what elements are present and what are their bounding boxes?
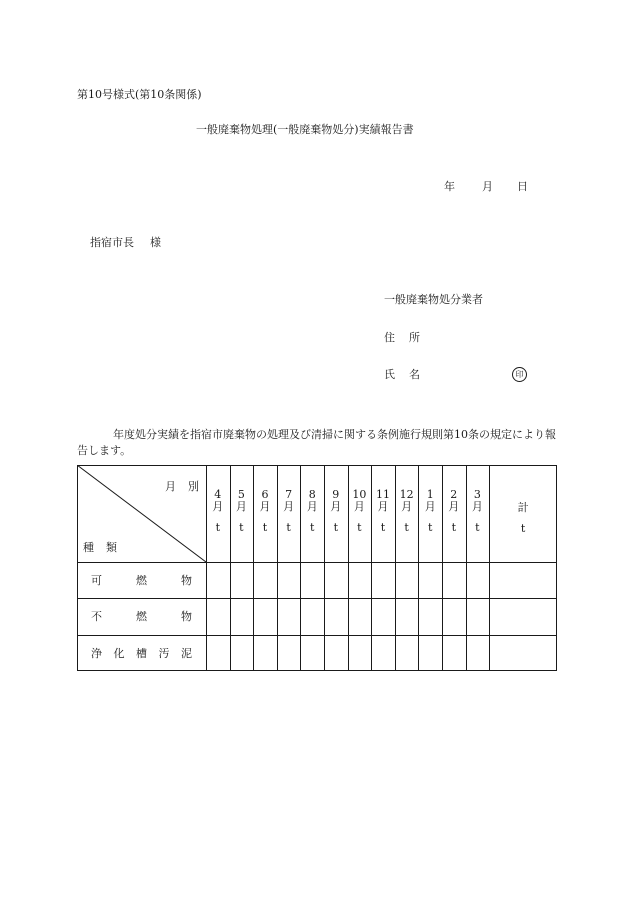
month-number: 11 — [375, 488, 390, 501]
corner-label-type: 種類 — [83, 541, 129, 554]
month-header-4 — [206, 489, 230, 534]
data-cell[interactable] — [277, 598, 301, 634]
row-label-char: 槽 — [136, 646, 147, 660]
month-label: 月 — [401, 500, 413, 513]
month-label: 月 — [235, 500, 247, 513]
data-cell[interactable] — [253, 562, 277, 598]
data-cell[interactable] — [300, 562, 324, 598]
data-cell[interactable] — [206, 598, 230, 634]
month-number: 7 — [285, 488, 293, 501]
data-cell[interactable] — [253, 598, 277, 634]
data-cell[interactable] — [277, 635, 301, 671]
data-cell[interactable] — [371, 598, 395, 634]
unit-label: t — [475, 521, 480, 534]
row-label-char: 汚 — [158, 646, 170, 660]
data-cell[interactable] — [466, 562, 490, 598]
addressee-name: 指宿市長 — [90, 236, 134, 249]
month-number: 4 — [214, 488, 222, 501]
unit-label: t — [239, 521, 244, 534]
month-label: 月 — [471, 500, 483, 513]
address-label: 住所 — [384, 331, 434, 344]
data-cell[interactable] — [348, 598, 372, 634]
month-label: 月 — [259, 500, 271, 513]
unit-label: t — [380, 521, 386, 534]
row-label-0 — [91, 562, 192, 598]
total-header — [489, 502, 557, 535]
row-label-char: 化 — [113, 646, 125, 660]
month-number: 10 — [352, 488, 367, 501]
data-cell[interactable] — [418, 635, 442, 671]
month-number: 3 — [473, 488, 481, 501]
row-label-1 — [91, 598, 192, 634]
month-label: 月 — [306, 500, 318, 513]
total-label: 計 — [517, 501, 529, 514]
data-cell[interactable] — [230, 635, 254, 671]
data-cell[interactable] — [230, 598, 254, 634]
month-number: 5 — [237, 488, 245, 501]
report-table — [77, 465, 557, 671]
document-title: 一般廃棄物処理(一般廃棄物処分)実績報告書 — [196, 123, 414, 136]
data-cell[interactable] — [466, 635, 490, 671]
month-header-12 — [395, 489, 419, 534]
unit-label: t — [215, 521, 220, 534]
date-month-label: 月 — [482, 180, 493, 193]
row-label-char: 物 — [181, 574, 192, 588]
unit-label: t — [451, 521, 456, 534]
month-number: 12 — [399, 488, 414, 501]
data-cell[interactable] — [324, 635, 348, 671]
data-cell[interactable] — [348, 562, 372, 598]
month-header-7 — [277, 489, 301, 534]
data-cell[interactable] — [277, 562, 301, 598]
unit-label: t — [309, 521, 315, 534]
unit-label: t — [520, 522, 526, 535]
month-label: 月 — [353, 500, 365, 513]
month-number: 1 — [426, 488, 434, 501]
data-cell[interactable] — [395, 635, 419, 671]
unit-label: t — [404, 521, 409, 534]
reporter-title: 一般廃棄物処分業者 — [384, 293, 483, 306]
corner-label-month: 月別 — [165, 480, 211, 493]
month-number: 2 — [450, 488, 458, 501]
seal-mark: 印 — [512, 367, 527, 382]
data-cell[interactable] — [466, 598, 490, 634]
row-label-char: 浄 — [91, 646, 102, 660]
month-number: 9 — [332, 488, 340, 501]
month-header-1 — [418, 489, 442, 534]
month-label: 月 — [212, 500, 224, 513]
body-text: 年度処分実績を指宿市廃棄物の処理及び清掃に関する条例施行規則第10条の規定により報告します。 — [77, 428, 556, 457]
row-label-char: 泥 — [181, 646, 192, 660]
name-label: 氏名 — [384, 368, 434, 381]
data-cell[interactable] — [324, 562, 348, 598]
data-cell[interactable] — [300, 598, 324, 634]
data-cell[interactable] — [371, 562, 395, 598]
month-number: 6 — [261, 488, 269, 501]
data-cell[interactable] — [253, 635, 277, 671]
month-label: 月 — [424, 500, 436, 513]
unit-label: t — [262, 521, 268, 534]
data-cell[interactable] — [206, 562, 230, 598]
data-cell[interactable] — [300, 635, 324, 671]
data-cell[interactable] — [418, 562, 442, 598]
row-label-char: 燃 — [136, 574, 147, 588]
data-cell[interactable] — [442, 562, 466, 598]
month-header-8 — [300, 489, 324, 534]
data-cell[interactable] — [442, 635, 466, 671]
unit-label: t — [333, 521, 338, 534]
month-label: 月 — [283, 500, 295, 513]
month-header-3 — [466, 489, 490, 534]
month-header-9 — [324, 489, 348, 534]
month-label: 月 — [377, 500, 389, 513]
addressee-honorific: 様 — [150, 236, 161, 249]
data-cell[interactable] — [348, 635, 372, 671]
data-cell[interactable] — [418, 598, 442, 634]
month-label: 月 — [330, 500, 342, 513]
data-cell[interactable] — [442, 598, 466, 634]
date-day-label: 日 — [517, 180, 528, 193]
unit-label: t — [427, 521, 433, 534]
month-label: 月 — [448, 500, 460, 513]
data-cell[interactable] — [371, 635, 395, 671]
row-label-char: 不 — [91, 610, 102, 624]
data-cell[interactable] — [489, 562, 557, 598]
data-cell[interactable] — [489, 598, 557, 634]
unit-label: t — [286, 521, 291, 534]
month-header-2 — [442, 489, 466, 534]
data-cell[interactable] — [395, 598, 419, 634]
unit-label: t — [357, 521, 362, 534]
data-cell[interactable] — [324, 598, 348, 634]
month-header-5 — [230, 489, 254, 534]
month-header-6 — [253, 489, 277, 534]
data-cell[interactable] — [230, 562, 254, 598]
data-cell[interactable] — [206, 635, 230, 671]
row-label-2 — [91, 635, 192, 671]
row-label-char: 物 — [181, 610, 192, 624]
month-header-10 — [348, 489, 372, 534]
row-label-char: 可 — [91, 574, 102, 588]
date-year-label: 年 — [444, 180, 455, 193]
month-number: 8 — [308, 488, 316, 501]
month-header-11 — [371, 489, 395, 534]
form-number: 第10号様式(第10条関係) — [77, 88, 202, 101]
data-cell[interactable] — [395, 562, 419, 598]
row-label-char: 燃 — [136, 610, 147, 624]
data-cell[interactable] — [489, 635, 557, 671]
